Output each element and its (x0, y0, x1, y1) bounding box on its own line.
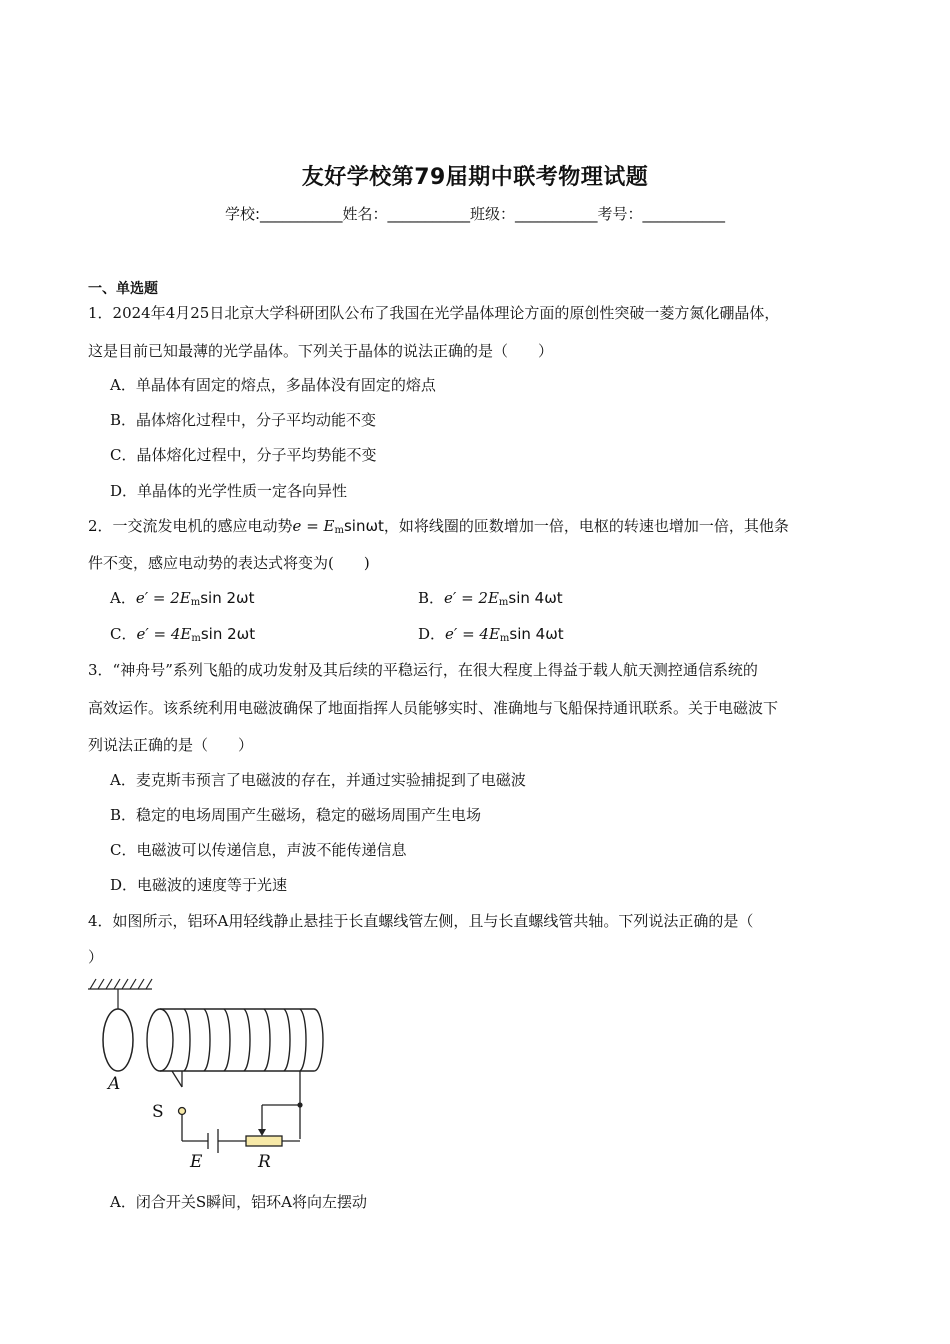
q2-formula-tail: sinωt (343, 517, 384, 535)
q2-stem-post: ，如将线圈的匝数增加一倍，电枢的转速也增加一倍，其他条 (383, 517, 789, 535)
q2-option-d-sub: m (499, 633, 510, 644)
junction-dot (297, 1102, 302, 1107)
q2-option-a-lhs: e′ = 2E (135, 589, 191, 607)
q2-option-d-label: D． (418, 625, 446, 643)
q3-option-a: A．麦克斯韦预言了电磁波的存在，并通过实验捕捉到了电磁波 (110, 771, 526, 789)
ceiling-support (88, 979, 152, 989)
q2-option-d-lhs: e′ = 4E (445, 625, 500, 643)
rheostat-r (246, 1136, 282, 1146)
label-switch-s: S (152, 1102, 164, 1122)
q4-stem-line1: 4．如图所示，铝环A用轻线静止悬挂于长直螺线管左侧，且与长直螺线管共轴。下列说法正确的是（ (88, 912, 754, 930)
solenoid (147, 1009, 323, 1071)
student-info-line: 学校:___________姓名：___________班级：___________考号：___________ (224, 205, 726, 223)
battery-e (208, 1129, 218, 1153)
q2-option-a-label: A． (110, 589, 136, 607)
q2-option-b-sub: m (498, 597, 509, 608)
rheostat-slider-arrow (258, 1129, 266, 1136)
q1-option-a: A．单晶体有固定的熔点，多晶体没有固定的熔点 (110, 376, 436, 394)
q2-option-a-rhs: sin 2ωt (200, 589, 255, 607)
q2-option-c-lhs: e′ = 4E (136, 625, 192, 643)
q2-option-b-rhs: sin 4ωt (508, 589, 563, 607)
q1-option-b: B．晶体熔化过程中，分子平均动能不变 (110, 411, 377, 429)
q3-stem-line2: 高效运作。该系统利用电磁波确保了地面指挥人员能够实时、准确地与飞船保持通讯联系。关于电磁波下 (88, 699, 779, 717)
q2-option-a (110, 587, 254, 608)
label-rheostat-r: R (258, 1152, 271, 1172)
q4-option-a: A．闭合开关S瞬间，铝环A将向左摆动 (110, 1193, 367, 1211)
aluminum-ring (103, 1009, 133, 1071)
q1-option-d: D．单晶体的光学性质一定各向异性 (110, 482, 348, 500)
q4-stem-line2: ） (88, 948, 104, 966)
q2-stem-line1 (88, 515, 789, 536)
solenoid-circuit-figure (86, 975, 336, 1175)
q3-option-d: D．电磁波的速度等于光速 (110, 876, 288, 894)
q2-option-b-lhs: e′ = 2E (444, 589, 499, 607)
q2-formula: e = E (292, 517, 335, 535)
q2-option-d (418, 623, 564, 644)
q3-option-c: C．电磁波可以传递信息，声波不能传递信息 (110, 841, 407, 859)
q3-option-b: B．稳定的电场周围产生磁场，稳定的磁场周围产生电场 (110, 806, 482, 824)
q2-option-a-sub: m (190, 597, 201, 608)
label-battery-e: E (190, 1152, 203, 1172)
q1-option-c: C．晶体熔化过程中，分子平均势能不变 (110, 446, 377, 464)
q2-option-d-rhs: sin 4ωt (509, 625, 564, 643)
q1-stem-line2: 这是目前已知最薄的光学晶体。下列关于晶体的说法正确的是（ ） (88, 342, 554, 360)
q2-stem-pre: 2．一交流发电机的感应电动势 (88, 517, 293, 535)
label-ring-a: A (108, 1074, 121, 1094)
switch-s (172, 1071, 186, 1115)
q2-formula-sub: m (334, 525, 344, 536)
q2-option-c (110, 623, 255, 644)
q3-stem-line3: 列说法正确的是（ ） (88, 736, 254, 754)
q2-option-c-rhs: sin 2ωt (200, 625, 256, 643)
section-heading: 一、单选题 (88, 281, 158, 297)
page-title: 友好学校第79届期中联考物理试题 (301, 165, 649, 190)
q2-option-c-label: C． (110, 625, 137, 643)
q2-option-b-label: B． (418, 589, 445, 607)
q2-option-c-sub: m (191, 633, 201, 644)
q2-stem-line2: 件不变，感应电动势的表达式将变为( ) (88, 554, 370, 572)
q2-option-b (418, 587, 563, 608)
q3-stem-line1: 3．“神舟号”系列飞船的成功发射及其后续的平稳运行，在很大程度上得益于载人航天测控通信系统的 (88, 661, 758, 679)
q1-stem-line1: 1．2024年4月25日北京大学科研团队公布了我国在光学晶体理论方面的原创性突破一菱方氮化硼晶体， (88, 304, 780, 322)
circuit-wires (182, 1071, 300, 1141)
